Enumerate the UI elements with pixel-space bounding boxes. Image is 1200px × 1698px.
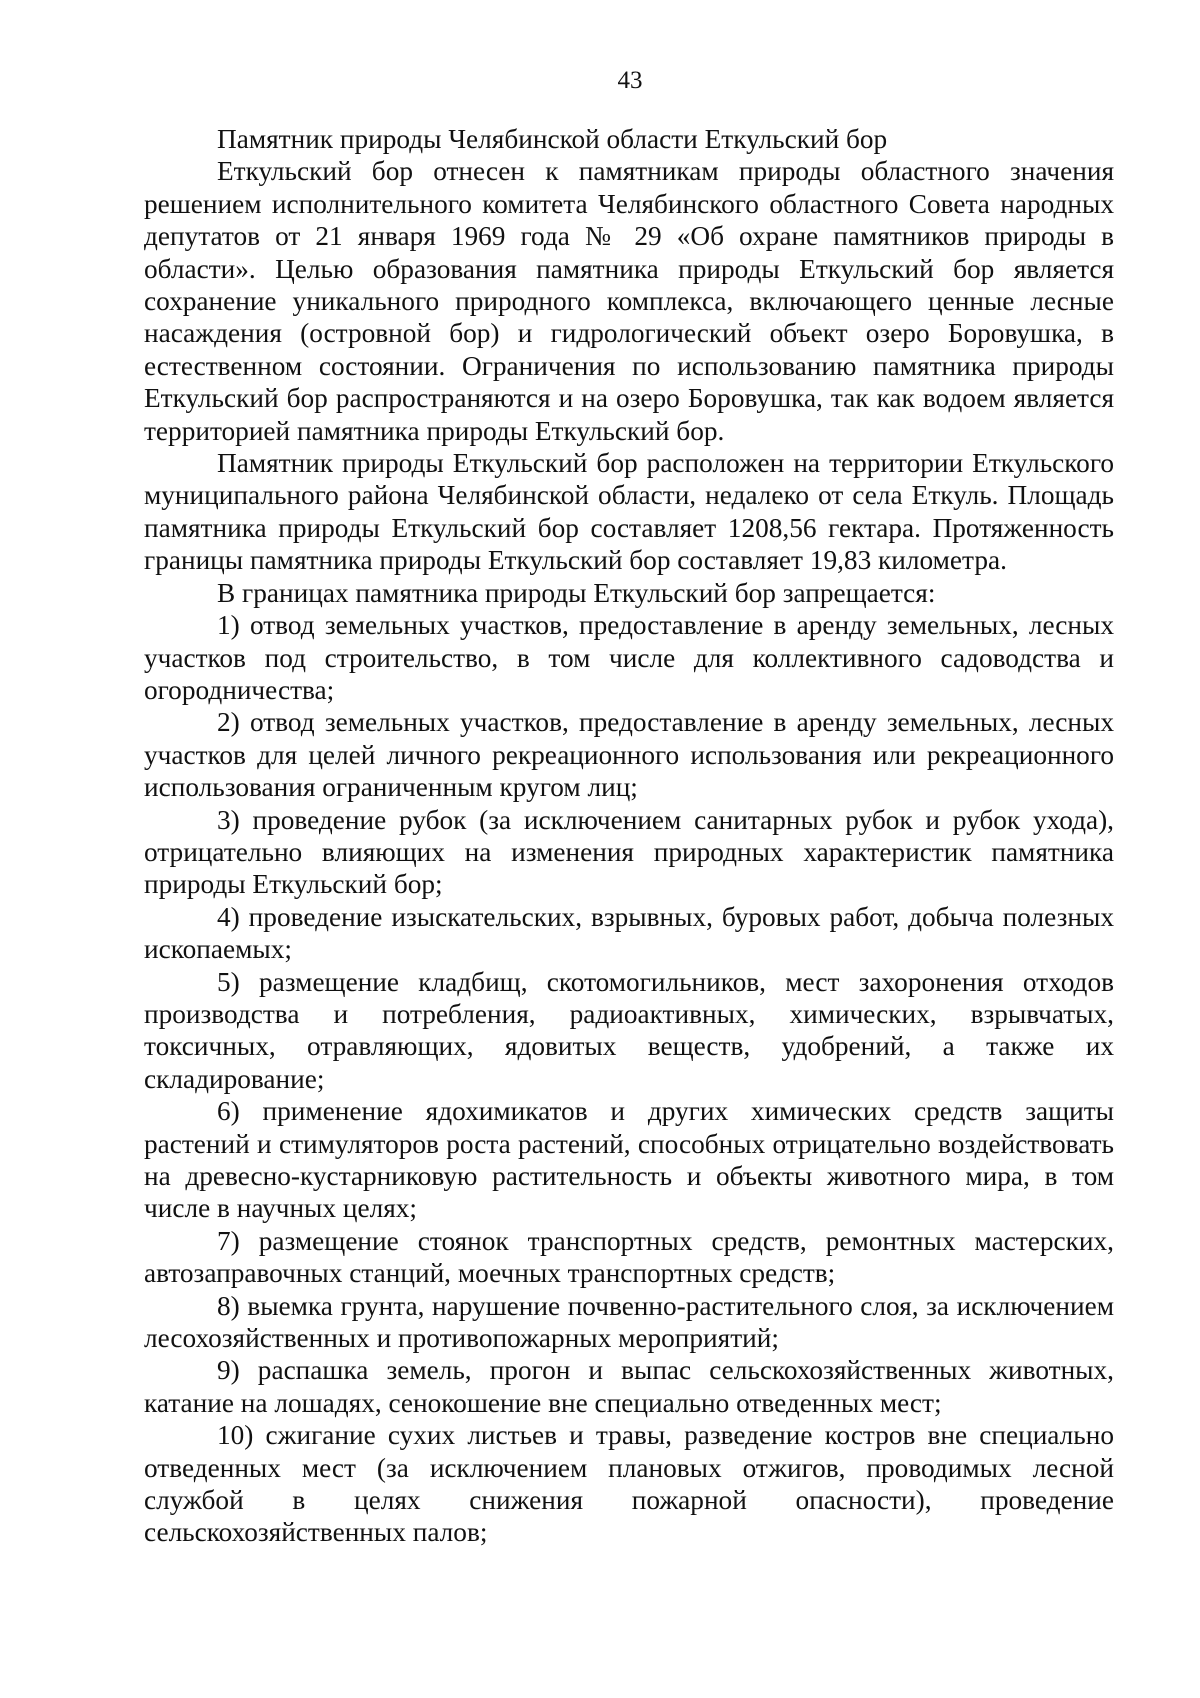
prohibition-item: 8) выемка грунта, нарушение почвенно-растительного слоя, за исключением лесохозяйственных и противопожарных мероприятий; [144, 1290, 1114, 1354]
prohibition-item: 5) размещение кладбищ, скотомогильников, мест захоронения отходов производства и потребления, радиоактивных, химических, взрывчатых, токсичных, отравляющих, ядовитых веществ, удобрений, а также их складирование; [144, 966, 1114, 1094]
prohibition-item: 6) применение ядохимикатов и других химических средств защиты растений и стимуляторов роста растений, способных отрицательно воздействовать на древесно-кустарниковую растительность и объекты животного мира, в том числе в научных целях; [144, 1096, 1114, 1224]
prohibition-item: 9) распашка земель, прогон и выпас сельскохозяйственных животных, катание на лошадях, сенокошение вне специально отведенных мест; [144, 1355, 1114, 1418]
prohibition-item: 4) проведение изыскательских, взрывных, буровых работ, добыча полезных ископаемых; [144, 901, 1114, 965]
prohibition-item: 2) отвод земельных участков, предоставление в аренду земельных, лесных участков для целей личного рекреационного использования или рекреационного использования ограниченным кругом лиц; [144, 707, 1114, 803]
section-heading: Памятник природы Челябинской области Еткульский бор [217, 124, 888, 154]
prohibition-item: 10) сжигание сухих листьев и травы, разведение костров вне специально отведенных мест (за исключением плановых отжигов, проводимых лесной службой в целях снижения пожарной опасности), проведение сельскохозяйственных палов; [144, 1420, 1114, 1548]
prohibition-item: 7) размещение стоянок транспортных средств, ремонтных мастерских, автозаправочных станций, моечных транспортных средств; [144, 1225, 1114, 1289]
paragraph-location: Памятник природы Еткульский бор расположен на территории Еткульского муниципального района Челябинской области, недалеко от села Еткуль. Площадь памятника природы Еткульский бор составляет 1208,56 гектара. Протяженность границы памятника природы Еткульский бор составляет 19,83 километра. [144, 448, 1114, 576]
prohibition-item: 1) отвод земельных участков, предоставление в аренду земельных, лесных участков под строительство, в том числе для коллективного садоводства и огородничества; [144, 610, 1114, 705]
document-body [144, 123, 1114, 1549]
paragraph-prohibitions-intro: В границах памятника природы Еткульский бор запрещается: [217, 577, 936, 608]
page-number: 43 [617, 67, 643, 94]
prohibition-item: 3) проведение рубок (за исключением санитарных рубок и рубок ухода), отрицательно влияющих на изменения природных характеристик памятника природы Еткульский бор; [144, 804, 1114, 900]
paragraph-status: Еткульский бор отнесен к памятникам природы областного значения решением исполнительного комитета Челябинского областного Совета народных депутатов от 21 января 1969 года № 29 «Об охране памятников природы в области». Целью образования памятника природы Еткульский бор является сохранение уникального природного комплекса, включающего ценные лесные насаждения (островной бор) и гидрологический объект озеро Боровушка, в естественном состоянии. Ограничения по использованию памятника природы Еткульский бор распространяются и на озеро Боровушка, так как водоем является территорией памятника природы Еткульский бор. [144, 156, 1114, 446]
